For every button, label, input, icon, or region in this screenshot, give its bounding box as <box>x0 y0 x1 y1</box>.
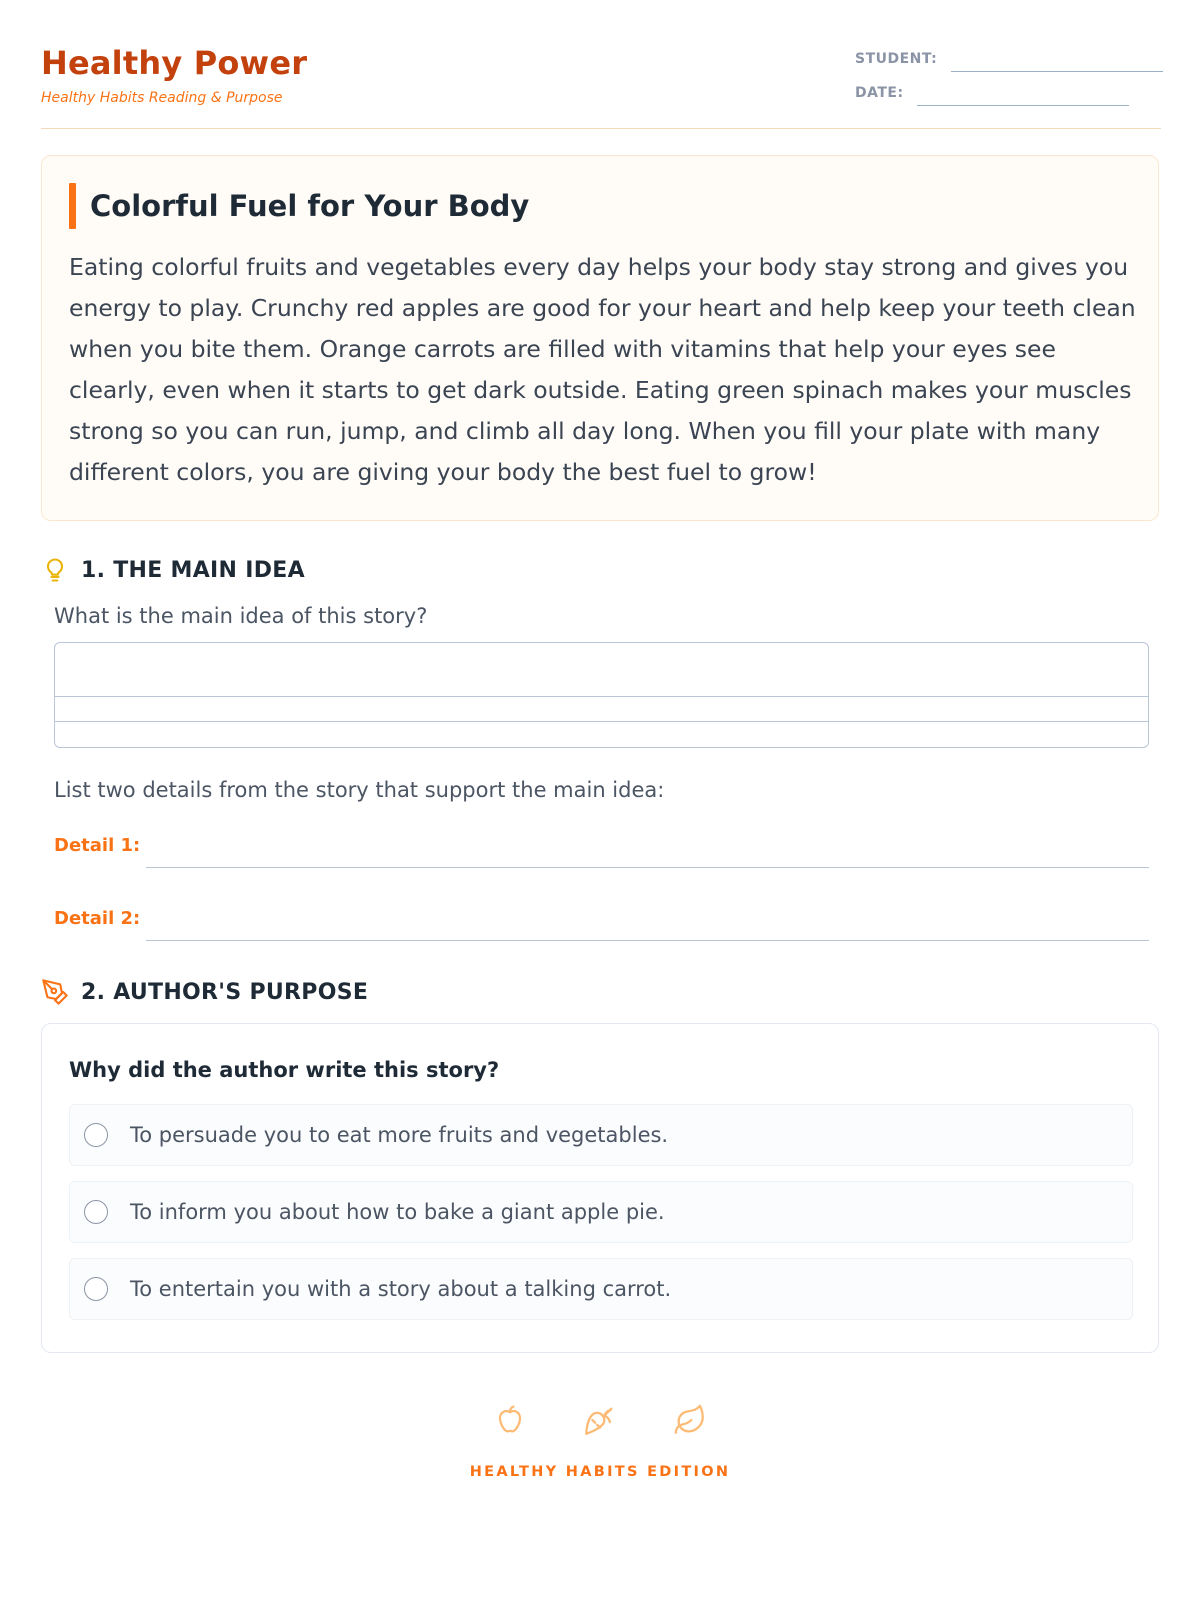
footer-label: HEALTHY HABITS EDITION <box>469 1464 731 1480</box>
purpose-question: Why did the author write this story? <box>69 1058 500 1082</box>
radio-button[interactable] <box>84 1123 108 1147</box>
date-field <box>855 85 904 101</box>
lightbulb-icon <box>41 556 69 584</box>
pen-tool-icon <box>41 978 69 1006</box>
detail-2-label: Detail 2: <box>54 908 141 929</box>
option-label: To inform you about how to bake a giant apple pie. <box>130 1200 665 1224</box>
date-line[interactable] <box>917 105 1129 106</box>
main-idea-question: What is the main idea of this story? <box>54 604 428 628</box>
date-label: DATE: <box>855 85 904 101</box>
reading-title: Colorful Fuel for Your Body <box>90 189 530 223</box>
reading-passage-card <box>41 155 1159 521</box>
student-label: STUDENT: <box>855 51 938 67</box>
main-idea-heading <box>41 556 305 584</box>
student-field <box>855 51 937 67</box>
detail-1-answer-line[interactable] <box>146 867 1149 868</box>
radio-button[interactable] <box>84 1200 108 1224</box>
authors-purpose-heading-text: 2. AUTHOR'S PURPOSE <box>81 979 369 1005</box>
detail-2 <box>54 908 140 929</box>
main-idea-heading-text: 1. THE MAIN IDEA <box>81 557 305 583</box>
detail-2-answer-line[interactable] <box>146 940 1149 941</box>
option-label: To persuade you to eat more fruits and vegetables. <box>130 1123 669 1147</box>
writing-line <box>55 696 1148 697</box>
authors-purpose-card <box>41 1023 1159 1353</box>
radio-button[interactable] <box>84 1277 108 1301</box>
writing-line <box>55 721 1148 722</box>
carrot-icon <box>583 1403 617 1437</box>
header <box>41 0 1161 129</box>
worksheet-page <box>41 0 1161 1480</box>
footer-icons <box>41 1403 1159 1437</box>
student-name-line[interactable] <box>951 71 1163 72</box>
accent-bar <box>69 183 76 229</box>
detail-1-label: Detail 1: <box>54 835 141 856</box>
page-subtitle: Healthy Habits Reading & Purpose <box>41 90 283 106</box>
authors-purpose-heading <box>41 978 368 1006</box>
page-title: Healthy Power <box>41 44 308 82</box>
purpose-option-entertain[interactable] <box>69 1258 1133 1320</box>
details-prompt: List two details from the story that support the main idea: <box>54 778 665 802</box>
purpose-option-persuade[interactable] <box>69 1104 1133 1166</box>
reading-passage: Eating colorful fruits and vegetables every day helps your body stay strong and gives you energy to play. Crunchy red apples are good for your heart and help keep your teeth clean when you bite them. Orange carrots are filled with vitamins that help your eyes see clearly, even when it starts to get dark outside. Eating green spinach makes your muscles strong so you can run, jump, and climb all day long. When you fill your plate with many different colors, you are giving your body the best fuel to grow! <box>69 253 1136 486</box>
main-idea-answer-box[interactable] <box>54 642 1149 748</box>
purpose-option-inform[interactable] <box>69 1181 1133 1243</box>
option-label: To entertain you with a story about a talking carrot. <box>130 1277 672 1301</box>
apple-icon <box>493 1403 527 1437</box>
leaf-icon <box>673 1403 707 1437</box>
detail-1 <box>54 835 140 856</box>
